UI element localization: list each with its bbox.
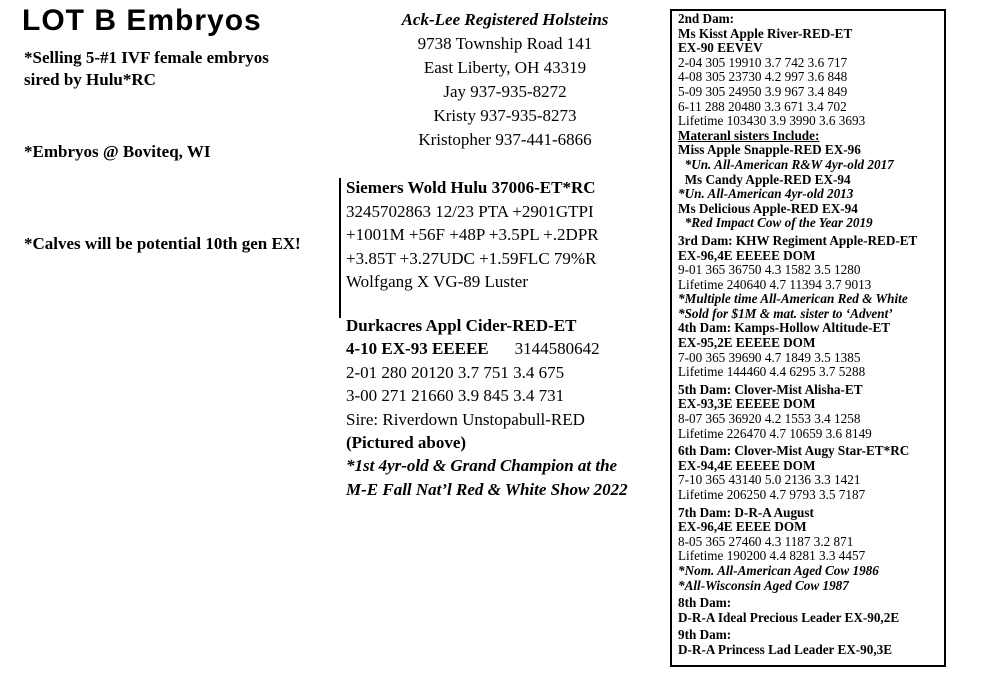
farm-contact-block — [387, 8, 623, 152]
dam2-record: 4-08 305 23730 4.2 997 3.6 848 — [678, 69, 848, 85]
dam-award: *1st 4yr-old & Grand Champion at the — [346, 456, 618, 476]
sire-line: 3245702863 12/23 PTA +2901GTPI — [346, 201, 594, 221]
dam7-heading: 7th Dam: D-R-A August — [678, 504, 814, 520]
dam5-class: EX-93,3E EEEEE DOM — [678, 396, 816, 412]
dam3-note: *Sold for $1M & mat. sister to ‘Advent’ — [678, 305, 893, 321]
dam4-heading: 4th Dam: Kamps-Hollow Altitude-ET — [678, 320, 891, 336]
dam7-note: *All-Wisconsin Aged Cow 1987 — [678, 577, 849, 593]
sire-line: +3.85T +3.27UDC +1.59FLC 79%R — [346, 248, 597, 268]
dam8-heading: 8th Dam: — [678, 595, 732, 611]
contact-kristy: Kristy 937-935-8273 — [433, 106, 577, 125]
dam5-record: Lifetime 226470 4.7 10659 3.6 8149 — [678, 425, 872, 441]
sire-line: Wolfgang X VG-89 Luster — [346, 272, 528, 292]
dam-reg-number: 3144580642 — [514, 339, 600, 359]
dam-record: 3-00 271 21660 3.9 845 3.4 731 — [346, 386, 565, 406]
sister-line: Ms Candy Apple-RED EX-94 — [678, 171, 851, 187]
sire-block — [346, 176, 599, 294]
dam-name: Durkacres Appl Cider-RED-ET — [346, 316, 577, 335]
dam2-name: Ms Kisst Apple River-RED-ET — [678, 25, 853, 41]
pedigree-list — [678, 12, 917, 658]
lot-title: LOT B Embryos — [22, 4, 262, 37]
sire-divider-line — [339, 178, 341, 318]
dam7-record: 8-05 365 27460 4.3 1187 3.2 871 — [678, 533, 854, 549]
sister-line: *Un. All-American 4yr-old 2013 — [678, 186, 854, 202]
dam3-heading: 3rd Dam: KHW Regiment Apple-RED-ET — [678, 232, 918, 248]
sired-by-note: sired by Hulu*RC — [24, 70, 156, 89]
dam4-class: EX-95,2E EEEEE DOM — [678, 335, 816, 351]
dam4-record: 7-00 365 39690 4.7 1849 3.5 1385 — [678, 349, 861, 365]
selling-note: *Selling 5-#1 IVF female embryos — [24, 48, 269, 67]
dam3-class: EX-96,4E EEEEE DOM — [678, 247, 816, 263]
contact-kristopher: Kristopher 937-441-6866 — [418, 130, 592, 149]
dam6-heading: 6th Dam: Clover-Mist Augy Star-ET*RC — [678, 443, 910, 459]
calves-note: *Calves will be potential 10th gen EX! — [24, 234, 301, 253]
dam6-class: EX-94,4E EEEEE DOM — [678, 457, 816, 473]
sister-line: Miss Apple Snapple-RED EX-96 — [678, 142, 861, 158]
dam-sire: Sire: Riverdown Unstopabull-RED — [346, 409, 585, 429]
sisters-heading: Materanl sisters Include: — [678, 127, 820, 143]
dam3-record: Lifetime 240640 4.7 11394 3.7 9013 — [678, 276, 872, 292]
dam6-record: Lifetime 206250 4.7 9793 3.5 7187 — [678, 487, 866, 502]
dam3-record: 9-01 365 36750 4.3 1582 3.5 1280 — [678, 262, 861, 278]
farm-address: 9738 Township Road 141 — [417, 34, 593, 53]
farm-city: East Liberty, OH 43319 — [423, 58, 587, 77]
dam-award: M-E Fall Nat’l Red & White Show 2022 — [346, 479, 628, 499]
contact-jay: Jay 937-935-8272 — [443, 82, 567, 101]
dam-classification: 4-10 EX-93 EEEEE — [346, 339, 489, 359]
dam2-record: Lifetime 103430 3.9 3990 3.6 3693 — [678, 113, 866, 129]
dam-pictured: (Pictured above) — [346, 433, 467, 453]
dam9-heading: 9th Dam: — [678, 627, 732, 643]
sister-line: *Red Impact Cow of the Year 2019 — [678, 215, 873, 231]
sister-line: Ms Delicious Apple-RED EX-94 — [678, 200, 858, 216]
dam3-note: *Multiple time All-American Red & White — [678, 291, 908, 307]
dam5-heading: 5th Dam: Clover-Mist Alisha-ET — [678, 381, 863, 397]
dam-record: 2-01 280 20120 3.7 751 3.4 675 — [346, 362, 565, 382]
dam7-class: EX-96,4E EEEE DOM — [678, 519, 807, 535]
dam6-record: 7-10 365 43140 5.0 2136 3.3 1421 — [678, 472, 861, 488]
dam7-record: Lifetime 190200 4.4 8281 3.3 4457 — [678, 548, 866, 564]
dam2-record: 2-04 305 19910 3.7 742 3.6 717 — [678, 54, 848, 70]
sire-line: +1001M +56F +48P +3.5PL +.2DPR — [346, 225, 599, 245]
dam2-class: EX-90 EEVEV — [678, 40, 763, 56]
farm-name: Ack-Lee Registered Holsteins — [401, 10, 609, 29]
dam9-name: D-R-A Princess Lad Leader EX-90,3E — [678, 641, 893, 657]
dam2-heading: 2nd Dam: — [678, 11, 735, 26]
embryo-location-note: *Embryos @ Boviteq, WI — [24, 142, 211, 161]
dam-class-row — [346, 337, 628, 360]
dam5-record: 8-07 365 36920 4.2 1553 3.4 1258 — [678, 411, 861, 427]
sister-line: *Un. All-American R&W 4yr-old 2017 — [678, 156, 894, 172]
dam2-record: 5-09 305 24950 3.9 967 3.4 849 — [678, 83, 848, 99]
sire-name: Siemers Wold Hulu 37006-ET*RC — [346, 178, 596, 197]
dam2-record: 6-11 288 20480 3.3 671 3.4 702 — [678, 98, 847, 114]
dam8-name: D-R-A Ideal Precious Leader EX-90,2E — [678, 609, 900, 625]
dam-block — [346, 314, 628, 501]
dam7-note: *Nom. All-American Aged Cow 1986 — [678, 562, 879, 578]
dam4-record: Lifetime 144460 4.4 6295 3.7 5288 — [678, 364, 866, 380]
